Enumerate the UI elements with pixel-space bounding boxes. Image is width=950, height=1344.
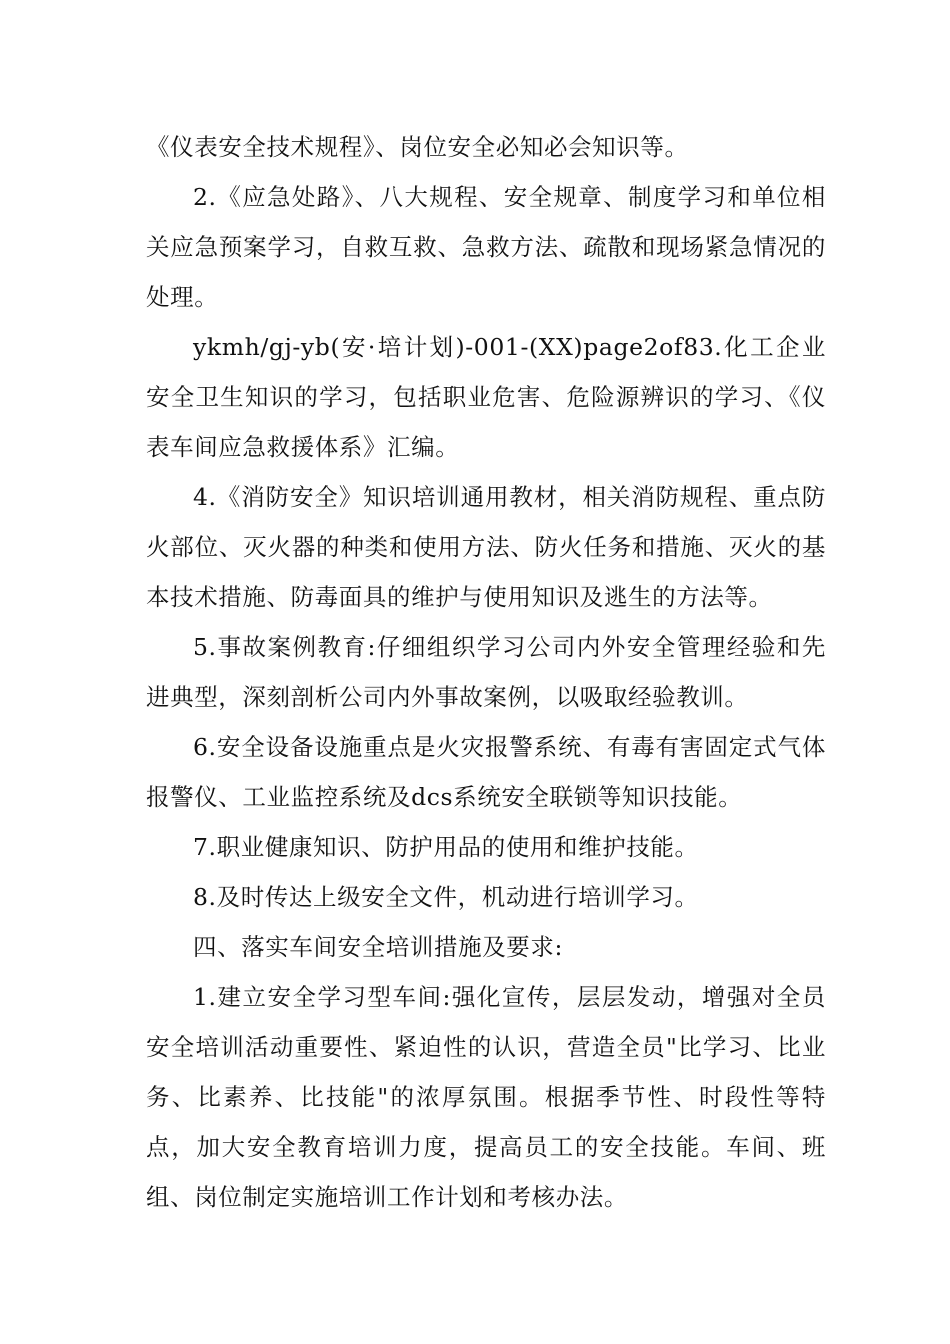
paragraph-item-4: 4.《消防安全》知识培训通用教材，相关消防规程、重点防火部位、灭火器的种类和使用方法、防火任务和措施、灭火的基本技术措施、防毒面具的维护与使用知识及逃生的方法等。 (146, 483, 826, 611)
paragraph-item-8: 8.及时传达上级安全文件，机动进行培训学习。 (193, 883, 699, 911)
paragraph-item-3: ykmh/gj-yb(安·培计划)-001-(XX)page2of83.化工企业安全卫生知识的学习，包括职业危害、危险源辨识的学习、《仪表车间应急救援体系》汇编。 (146, 333, 826, 461)
paragraph-item-7: 7.职业健康知识、防护用品的使用和维护技能。 (193, 833, 699, 861)
paragraph-item-2: 2.《应急处路》、八大规程、安全规章、制度学习和单位相关应急预案学习，自救互救、急救方法、疏散和现场紧急情况的处理。 (146, 183, 826, 311)
section-heading-4: 四、落实车间安全培训措施及要求: (193, 933, 564, 961)
paragraph-section4-item-1: 1.建立安全学习型车间:强化宣传，层层发动，增强对全员安全培训活动重要性、紧迫性的认识，营造全员"比学习、比业务、比素养、比技能"的浓厚氛围。根据季节性、时段性等特点，加大安全教育培训力度，提高员工的安全技能。车间、班组、岗位制定实施培训工作计划和考核办法。 (146, 983, 826, 1211)
document-body (146, 122, 826, 1222)
paragraph-continuation: 《仪表安全技术规程》、岗位安全必知必会知识等。 (146, 133, 689, 161)
paragraph-item-6: 6.安全设备设施重点是火灾报警系统、有毒有害固定式气体报警仪、工业监控系统及dcs系统安全联锁等知识技能。 (146, 733, 826, 811)
paragraph-item-5: 5.事故案例教育:仔细组织学习公司内外安全管理经验和先进典型，深刻剖析公司内外事故案例，以吸取经验教训。 (146, 633, 826, 711)
